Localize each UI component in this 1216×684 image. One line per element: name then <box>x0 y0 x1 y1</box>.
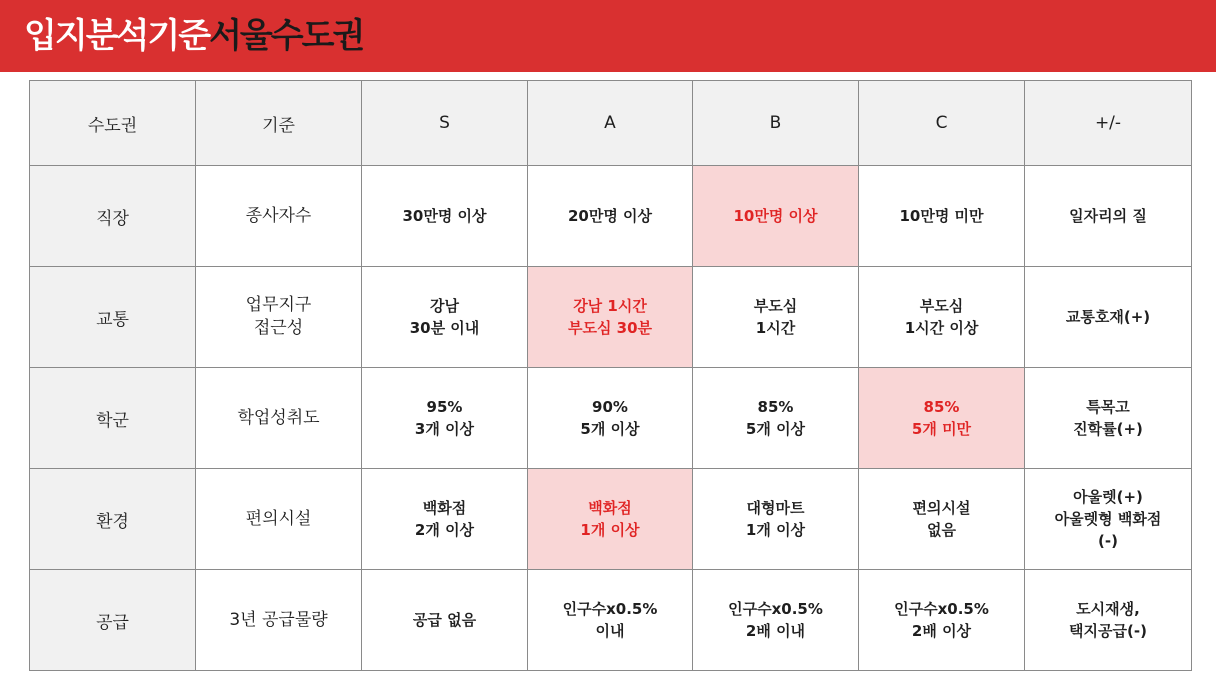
grade-c-cell: 인구수x0.5% 2배 이상 <box>859 570 1025 671</box>
grade-b-cell: 85% 5개 이상 <box>693 368 859 469</box>
table-row <box>30 267 1192 368</box>
grade-c-cell: 부도심 1시간 이상 <box>859 267 1025 368</box>
row-label: 직장 <box>30 166 196 267</box>
column-header-grade-a: A <box>528 81 693 166</box>
grade-s-cell: 95% 3개 이상 <box>362 368 528 469</box>
table-row <box>30 368 1192 469</box>
page-header <box>0 0 1216 72</box>
column-header-grade-c: C <box>859 81 1025 166</box>
table-row <box>30 469 1192 570</box>
plus-minus-cell: 특목고 진학률(+) <box>1025 368 1192 469</box>
grade-a-cell: 인구수x0.5% 이내 <box>528 570 693 671</box>
criterion-cell: 3년 공급물량 <box>196 570 362 671</box>
grade-b-cell: 인구수x0.5% 2배 이내 <box>693 570 859 671</box>
row-label: 환경 <box>30 469 196 570</box>
title-main: 입지분석기준 <box>24 16 210 56</box>
plus-minus-cell: 아울렛(+) 아울렛형 백화점 (-) <box>1025 469 1192 570</box>
grade-a-cell: 백화점 1개 이상 <box>528 469 693 570</box>
grade-a-cell: 90% 5개 이상 <box>528 368 693 469</box>
plus-minus-cell: 도시재생, 택지공급(-) <box>1025 570 1192 671</box>
grade-b-cell: 대형마트 1개 이상 <box>693 469 859 570</box>
page-title <box>24 10 363 62</box>
column-header-plus-minus: +/- <box>1025 81 1192 166</box>
table-row <box>30 166 1192 267</box>
grade-s-cell: 30만명 이상 <box>362 166 528 267</box>
plus-minus-cell: 교통호재(+) <box>1025 267 1192 368</box>
criterion-cell: 편의시설 <box>196 469 362 570</box>
grade-a-cell: 강남 1시간 부도심 30분 <box>528 267 693 368</box>
row-label: 공급 <box>30 570 196 671</box>
grade-b-cell: 부도심 1시간 <box>693 267 859 368</box>
column-header-region: 수도권 <box>30 81 196 166</box>
title-sub: 서울수도권 <box>209 16 364 56</box>
grade-s-cell: 강남 30분 이내 <box>362 267 528 368</box>
column-header-criterion: 기준 <box>196 81 362 166</box>
grade-b-cell: 10만명 이상 <box>693 166 859 267</box>
row-label: 학군 <box>30 368 196 469</box>
criterion-cell: 업무지구 접근성 <box>196 267 362 368</box>
column-header-grade-b: B <box>693 81 859 166</box>
grade-c-cell: 85% 5개 미만 <box>859 368 1025 469</box>
row-label: 교통 <box>30 267 196 368</box>
grade-c-cell: 10만명 미만 <box>859 166 1025 267</box>
grade-c-cell: 편의시설 없음 <box>859 469 1025 570</box>
plus-minus-cell: 일자리의 질 <box>1025 166 1192 267</box>
table-row <box>30 570 1192 671</box>
grade-a-cell: 20만명 이상 <box>528 166 693 267</box>
criterion-cell: 학업성취도 <box>196 368 362 469</box>
grade-s-cell: 공급 없음 <box>362 570 528 671</box>
grade-s-cell: 백화점 2개 이상 <box>362 469 528 570</box>
table-header-row <box>30 81 1192 166</box>
column-header-grade-s: S <box>362 81 528 166</box>
location-criteria-table <box>29 80 1192 671</box>
criterion-cell: 종사자수 <box>196 166 362 267</box>
